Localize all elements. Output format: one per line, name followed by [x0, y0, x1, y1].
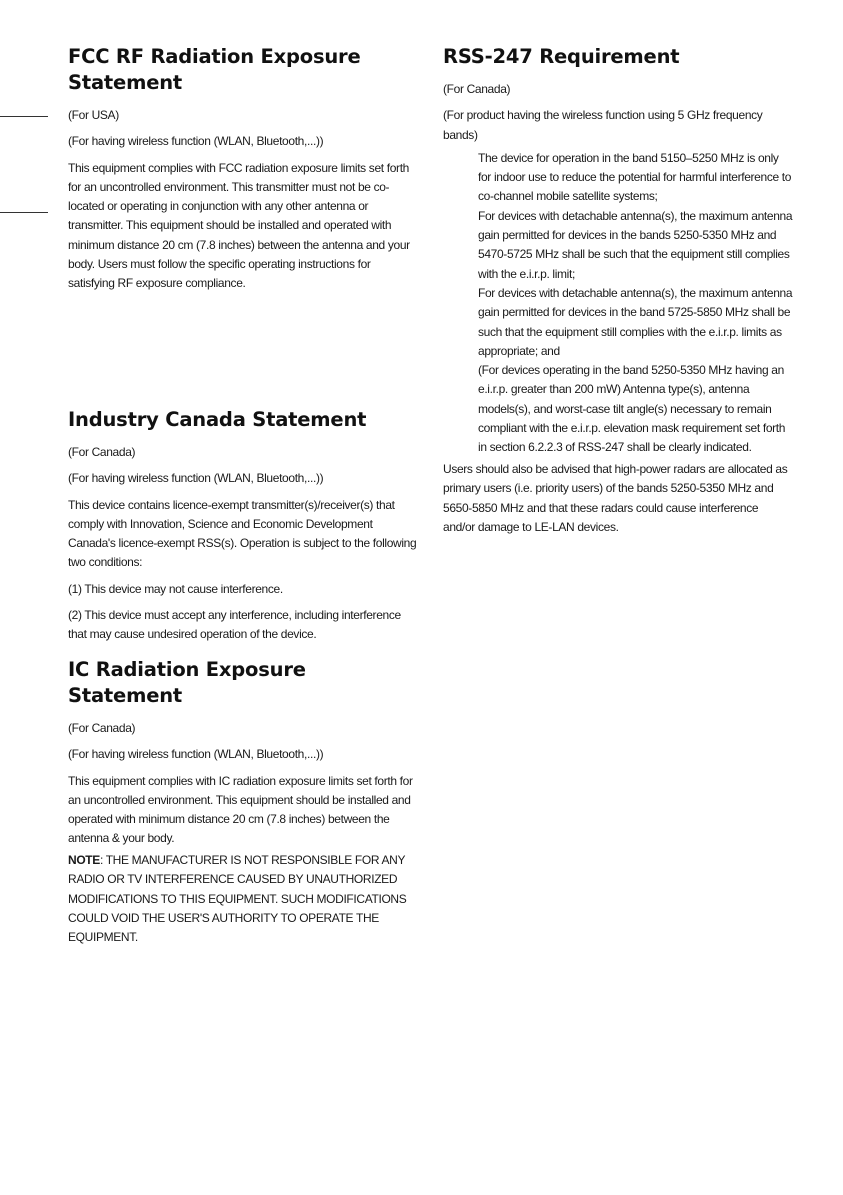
rss247-section: [443, 44, 793, 458]
rss247-title: RSS-247 Requirement: [443, 45, 680, 68]
margin-rule-bottom: [0, 212, 48, 213]
margin-rule-top: [0, 116, 48, 117]
rss247-item-4: (For devices operating in the band 5250-5350 MHz having an e.i.r.p. greater than 200 mW) Antenna type(s), antenna models(s), and worst-case tilt angle(s) necessary to remain compliant with the e.i.r.p. elevation mask requirement set forth in section 6.2.2.3 of RSS-247 shall be clearly indicated.: [478, 363, 786, 455]
manufacturer-note: [68, 851, 420, 947]
ic-radiation-body: This equipment complies with IC radiation exposure limits set forth for an uncontrolled environment. This equipment should be installed and operated with minimum distance 20 cm (7.8 inches) between the antenna & your body.: [68, 773, 413, 846]
fcc-for-usa: (For USA): [68, 108, 119, 122]
rss247-for-canada: (For Canada): [443, 82, 511, 96]
ic-radiation-for: (For Canada): [68, 721, 136, 735]
rss247-for-product: (For product having the wireless function using 5 GHz frequency bands): [443, 108, 763, 142]
industry-canada-for: (For Canada): [68, 445, 136, 459]
radar-note-section: [443, 460, 793, 537]
fcc-wireless-note: (For having wireless function (WLAN, Bluetooth,...)): [68, 134, 324, 149]
industry-canada-condition-1: (1) This device may not cause interference.: [68, 581, 283, 596]
rss247-item-list: [443, 149, 793, 458]
note-section: [68, 851, 420, 947]
note-text: : THE MANUFACTURER IS NOT RESPONSIBLE FOR ANY RADIO OR TV INTERFERENCE CAUSED BY UNAUTHORIZED MODIFICATIONS TO THIS EQUIPMENT. SUCH MODIFICATIONS COULD VOID THE USER'S AUTHORITY TO OPERATE THE EQUIPMENT.: [68, 853, 407, 945]
fcc-body: This equipment complies with FCC radiation exposure limits set forth for an uncontrolled environment. This transmitter must not be co-located or operating in conjunction with any other antenna or transmitter. This equipment should be installed and operated with minimum distance 20 cm (7.8 inches) between the antenna and your body. Users must follow the specific operating instructions for satisfying RF exposure compliance.: [68, 160, 410, 291]
industry-canada-body: This device contains licence-exempt transmitter(s)/receiver(s) that comply with Innovation, Science and Economic Development Canada's licence-exempt RSS(s). Operation is subject to the following two conditions:: [68, 497, 417, 570]
ic-radiation-wireless-note: (For having wireless function (WLAN, Bluetooth,...)): [68, 747, 324, 762]
industry-canada-condition-2: (2) This device must accept any interference, including interference that may cause undesired operation of the device.: [68, 608, 401, 642]
industry-canada-section: [68, 407, 420, 645]
ic-radiation-title: IC Radiation Exposure Statement: [68, 658, 306, 707]
ic-radiation-section: [68, 657, 420, 849]
fcc-title-line2: Statement: [68, 71, 183, 94]
radar-note: Users should also be advised that high-power radars are allocated as primary users (i.e. priority users) of the bands 5250-5350 MHz and 5650-5850 MHz and that these radars could cause interference and/or damage to LE-LAN devices.: [443, 462, 788, 534]
fcc-section: [68, 44, 420, 294]
rss247-item-1: The device for operation in the band 5150–5250 MHz is only for indoor use to reduce the potential for harmful interference to co-channel mobile satellite systems;: [478, 150, 792, 204]
industry-canada-title: Industry Canada Statement: [68, 408, 367, 431]
rss247-item-2: For devices with detachable antenna(s), the maximum antenna gain permitted for devices in the bands 5250-5350 MHz and 5470-5725 MHz shall be such that the equipment still complies with the e.i.r.p. limit;: [478, 208, 793, 281]
rss247-item-3: For devices with detachable antenna(s), the maximum antenna gain permitted for devices in the band 5725-5850 MHz shall be such that the equipment still complies with the e.i.r.p. limits as appropriate; and: [478, 285, 793, 358]
page-bottom-edge: [0, 1191, 843, 1195]
industry-canada-wireless-note: (For having wireless function (WLAN, Bluetooth,...)): [68, 471, 324, 486]
fcc-title: [68, 44, 420, 96]
note-label: NOTE: [68, 853, 100, 867]
fcc-title-line1: FCC RF Radiation Exposure: [68, 45, 361, 68]
